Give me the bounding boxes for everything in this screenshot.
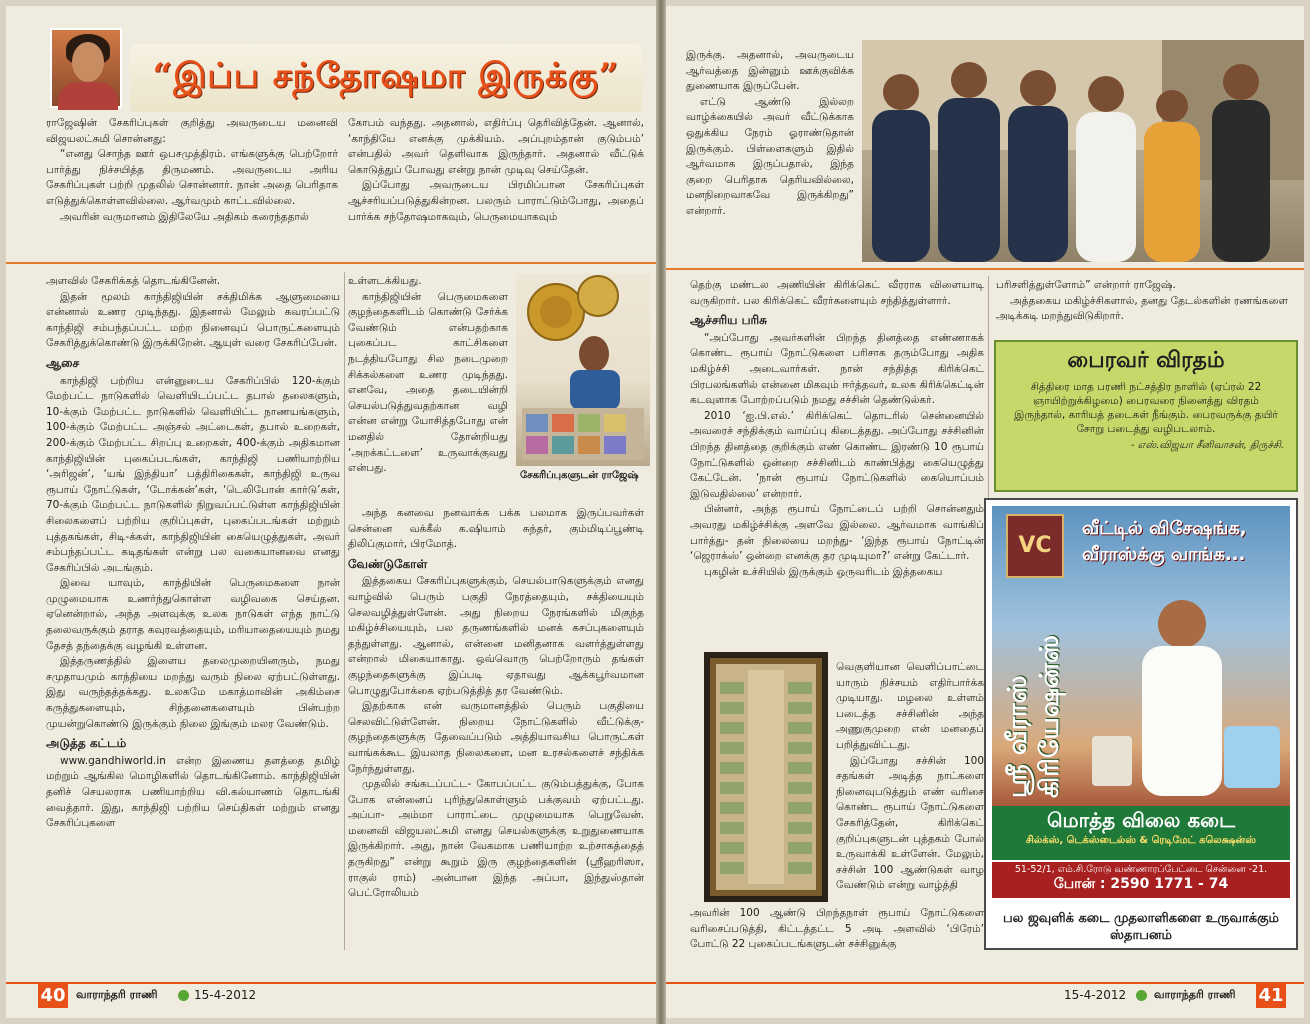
col4-para-2: அத்தகைய மகிழ்ச்சிகளால், தனது தேடல்களின் ரணங்களை அடிக்கடி மறந்துவிடுகிறார்.	[996, 294, 1288, 323]
col3-para-4: பின்னர், அந்த ரூபாய் நோட்டைப் பற்றி சொன்னதும் அவரது மகிழ்ச்சிக்கு அளவே இல்லை. ஆர்வமாக வாங்கிப் பார்த்து- தன் நிலையை மறந்து- ‘இந்த ரூபாய் நோட்டின் ‘ஜெராக்ஸ்’ ஒன்றை எனக்கு தர முடியுமா?’ என்று கேட்டார்.	[690, 503, 984, 563]
right-folio	[666, 982, 1304, 1010]
body-column-3-bottom	[690, 906, 984, 953]
shop-phone: போன் : 2590 1771 - 74	[1053, 876, 1229, 892]
body-column-2-top	[348, 274, 508, 477]
subheading-surprise: ஆச்சரிய பரிசு	[690, 313, 767, 328]
shop-address: 51-52/1, எம்.சி.ரோடு வண்ணாரப்பேட்டை சென்னை -21.	[1014, 864, 1268, 875]
shop-address-band	[992, 862, 1290, 898]
intro-para-1: ராஜேஷின் சேகரிப்புகள் குறித்து அவருடைய மனைவி விஜயலட்சுமி சொன்னது:	[46, 117, 338, 145]
bhairava-viratham-box	[994, 340, 1298, 492]
col1-para-1: அளவில் சேகரிக்கத் தொடங்கினேன்.	[46, 275, 221, 287]
framed-notes-art	[704, 652, 828, 902]
shop-tagline: பல ஜவுளிக் கடை முதலாளிகளை உருவாக்கும் ஸ்தாபனம்	[1002, 911, 1280, 943]
body-column-4	[996, 278, 1288, 325]
col2-para-3: அந்த கனவை நனவாக்க பக்க பலமாக இருப்பவர்கள் சென்னை வக்கீல் க.ஷியாம் சுந்தர், கும்மிடிப்பூண்டி திலிப்குமார், பிரமோத்.	[348, 507, 644, 551]
bhairava-title: பைரவர் விரதம்	[1067, 348, 1225, 373]
col3-para-6: வெகுளியான வெளிப்பாட்டை யாரும் நிச்சயம் எதிர்பார்க்க முடியாது. மழலை உள்ளம் படைத்த சச்சினின் அந்த அணுகுமுறை என் மனதைப் பறித்துவிட்டது.	[836, 661, 984, 751]
col1-para-4: இவை யாவும், காந்தியின் பெருமைகளை நான் முழுமையாக உணர்ந்துகொள்ள வழிவகை செய்தன. ஏனென்றால், அந்த அளவுக்கு உலக நாடுகள் எந்த நாட்டு தலைவருக்கும் தராத கவுரவத்தையும், மரியாதையையும் நமது தேசத் தந்தைக்கு வழங்கி உள்ளன.	[46, 577, 340, 652]
article-headline: “இப்ப சந்தோஷமா இருக்கு”	[152, 56, 620, 96]
left-folio	[6, 982, 656, 1010]
dot-icon-right	[1136, 990, 1147, 1001]
magazine-name-left: வாராந்தரி ராணி	[76, 988, 158, 1001]
section-divider-right	[666, 268, 1304, 270]
subheading-request: வேண்டுகோள்	[348, 556, 428, 571]
right-page	[666, 6, 1304, 1018]
group-photo	[862, 40, 1304, 262]
shop-logo: VC	[1006, 514, 1064, 578]
body-column-2-bottom	[348, 506, 644, 902]
group-photo-art	[862, 40, 1304, 262]
intro-para-3: அவரின் வருமானம் இதிலேயே அதிகம் கரைந்ததால்	[60, 210, 309, 223]
bhairava-body: சித்திரை மாத பரணி நட்சத்திர நாளில் (ஏப்ரல் 22 ஞாயிற்றுக்கிழமை) பைரவரை நினைத்து விரதம் இருந்தால், காரியத் தடைகள் நீங்கும். பைரவருக்கு தயிர் சோறு படைத்து வழிபடலாம்.	[1014, 381, 1278, 435]
author-portrait	[50, 28, 122, 108]
shop-headline: வீட்டில் விசேஷங்க, வீராஸ்க்கு வாங்க...	[1082, 518, 1247, 565]
issue-date-left: 15-4-2012	[194, 988, 257, 1002]
intro-para-2: “எனது சொந்த ஊர் ஒபசமுத்திரம். எங்களுக்கு பெற்றோர் பார்த்து நிச்சயித்த திருமணம். அவருடைய அரிய சேகரிப்புகள் பற்றி முதலில் சொன்னார். நான் அதை பெரிதாக எடுத்துக்கொள்ளவில்லை. ஆர்வமும் காட்டவில்லை.	[46, 148, 338, 207]
col4-para-1: பரிசளித்துள்ளோம்” என்றார் ராஜேஷ்.	[996, 279, 1176, 291]
col3-para-7: இப்போது சச்சின் 100 சதங்கள் அடித்த நாட்களை நினைவுபடுத்தும் எண் வரிசை கொண்ட ரூபாய் நோட்டுகளை சேகரித்தேன், கிரிக்கெட் குறிப்புகளுடன் புத்தகம் போல் உருவாக்கி உள்ளேன். மேலும், சச்சின் 100 ஆண்டுகள் வாழ வேண்டும் என்று வாழ்த்தி	[836, 754, 984, 892]
intro-column-1	[46, 116, 338, 225]
col1-para-5: இத்தருணத்தில் இளைய தலைமுறையினரும், நமது சமுதாயமும் காந்தியை மறந்து வரும் நிலை ஏற்பட்டுள்ளது. இது வருந்தத்தக்கது. உலகமே மகாத்மாவின் அகிம்சை கருத்துகளையும், சிந்தனைகளையும் பின்பற்ற முயன்றுகொண்டு இருக்கும் நிலை இங்கும் மலர வேண்டும்.	[46, 655, 340, 730]
page-number-right: 41	[1256, 984, 1286, 1008]
col2-para-5: இதற்காக என் வருமானத்தில் பெரும் பகுதியை செலவிட்டுள்ளேன். நிறைய நோட்டுகளில் வீட்டுக்கு-குழந்தைகளுக்கு தேவைப்படும் அத்தியாவசிய பொருட்கள் வாங்கக்கூட இயலாத நிலைகளை, மன உரசல்களைச் சந்திக்க நேர்ந்துள்ளது.	[348, 700, 644, 775]
issue-date-right: 15-4-2012	[1064, 988, 1127, 1002]
col2-para-1: உள்ளடக்கியது.	[348, 275, 422, 287]
top-column	[686, 48, 854, 220]
col3-para-3: 2010 ‘ஐ.பி.எல்.’ கிரிக்கெட் தொடரில் சென்னையில் அவரைச் சந்திக்கும் வாய்ப்பு கிடைத்தது. அப்போது சச்சினின் பிறந்த தினத்தை குறிக்கும் எண் கொண்ட இரண்டு 10 ரூபாய் நோட்டுகளில் ஒன்றை சச்சினிடம் காண்பித்து கையெழுத்து கேட்டேன். ‘நான் ரூபாய் நோட்டுகளில் கையொப்பம் இடுவதில்லை’ என்றார்.	[690, 409, 984, 500]
col1-para-2: இதன் மூலம் காந்திஜியின் சக்திமிக்க ஆளுமையை என்னால் உணர முடிந்தது. இதனால் மேலும் கவரப்பட்டு காந்திஜி சம்பந்தப்பட்ட மற்ற நினைவுப் பொருட்களையும் சேகரித்துக்கொண்டு இருக்கிறேன். ஆயுள் வரை சேகரிப்பேன்.	[46, 290, 340, 350]
shop-ad-artwork	[992, 506, 1290, 806]
shop-type: மொத்த விலை கடை	[1046, 808, 1235, 832]
left-page	[6, 6, 656, 1018]
top-para-1: இருக்கு. அதனால், அவருடைய ஆர்வத்தை இன்னும் ஊக்குவிக்க துணையாக இருப்பேன்.	[686, 49, 854, 93]
collector-photo-art	[516, 274, 650, 466]
col2-para-2: காந்திஜியின் பெருமைகளை குழந்தைகளிடம் கொண்டு சேர்க்க வேண்டும் என்பதற்காக புகைப்பட காட்சிகளை நடத்தியபோது சில நடைமுறை சிக்கல்களை உணர முடிந்தது. எனவே, அதை தடையின்றி செயல்படுத்துவதற்கான வழி என்ன என்று யோசித்தபோது என் மனதில் தோன்றியது ‘அறக்கட்டளை’ உருவாக்குவது என்பது.	[348, 290, 508, 475]
col3-para-2: “அப்போது அவர்களின் பிறந்த தினத்தை எண்ணாகக் கொண்ட ரூபாய் நோட்டுகளை பரிசாக தரும்போது அதிக மகிழ்ச்சி அடைவார்கள். நான் சந்தித்த கிரிக்கெட் பிரபலங்களில் என்னை மிகவும் ஈர்த்தவர், உலக கிரிக்கெட்டின் கடவுளாக போற்றப்படும் நமது சச்சின் தெண்டுல்கர்.	[690, 331, 984, 407]
section-divider	[6, 262, 656, 264]
body-column-1	[46, 274, 340, 832]
collector-photo	[516, 274, 650, 466]
intro2-para-1: கோபம் வந்தது. அதனால், எதிர்ப்பு தெரிவித்தேன். ஆனால், ‘காந்தியே எனக்கு முக்கியம். அப்புறம்தான் குடும்பம்’ என்பதில் அவர் தெளிவாக இருந்தார். அதனால் வீட்டுக் கொடுத்துப் போவது என்று நான் முடிவு செய்தேன்.	[348, 117, 644, 176]
shop-banner	[992, 806, 1290, 860]
framed-notes-photo	[704, 652, 828, 902]
subheading-aasai: ஆசை	[46, 355, 80, 370]
page-number-left: 40	[38, 984, 68, 1008]
shop-categories: சில்க்ஸ், டெக்ஸ்டைல்ஸ் & ரெடிமேட் கலெக்ஷன்ஸ்	[1026, 835, 1256, 846]
photo-caption: சேகரிப்புகளுடன் ராஜேஷ்	[520, 470, 639, 481]
body-column-3	[690, 278, 984, 580]
column-rule	[344, 272, 345, 950]
headline-banner	[130, 44, 642, 112]
shop-model-figure	[992, 506, 1290, 806]
col1-para-3: காந்திஜி பற்றிய என்னுடைய சேகரிப்பில் 120-க்கும் மேற்பட்ட நாடுகளில் வெளியிடப்பட்ட தபால் தலைகளும், 10-க்கும் மேற்பட்ட நாடுகளில் வெளியிட்ட நாணயங்களும், 100-க்கும் மேற்பட்ட அஞ்சல் அட்டைகள், தபால் உறைகள், 200-க்கும் மேற்பட்ட சிறப்பு உறைகள், 400-க்கும் அதிகமான காந்திஜியின் புகைப்படங்கள், காந்திஜி பணியாற்றிய ‘அரிஜன்’, ‘யங் இந்தியா’ பத்திரிகைகள், காந்திஜி உருவ ரூபாய் நோட்டுகள், ‘டோக்கன்’கள், ‘டெலிபோன் கார்டு’கள், 70-க்கும் மேற்பட்ட நாடுகளில் நிறுவப்பட்டுள்ள காந்திஜியின் சிலைகளைப் பற்றிய குறிப்புகள், புகைப்படங்கள் மற்றும் புத்தகங்கள், சிடி-க்கள், காந்திஜியின் கையெழுத்துகள், அவர் சம்பந்தப்பட்ட கடிதங்கள் என்று பல வகையானவை எனது சேகரிப்பில் அடங்கும்.	[46, 374, 340, 574]
dot-icon	[178, 990, 189, 1001]
magazine-name-right: வாராந்தரி ராணி	[1154, 988, 1236, 1001]
intro-column-2	[348, 116, 644, 225]
col2-para-4: இத்தகைய சேகரிப்புகளுக்கும், செயல்பாடுகளுக்கும் எனது வாழ்வில் பெரும் பகுதி நேரத்தையும், சக்தியையும் செலவழித்துள்ளேன். அது நிறைய நேரங்களில் மிகுந்த மகிழ்ச்சியையும், பல தருணங்களில் மனக் கசப்புகளையும் தந்துள்ளது. ஆனால், என்னை மனிதனாக வளர்த்துள்ளது என்றால் மிகையாகாது. ஒவ்வொரு பெற்றோரும் தங்கள் குழந்தைகளுக்கு இப்படி ஏதாவது ஆக்கபூர்வமான பொழுதுபோக்கை ஏற்படுத்தித் தர வேண்டும்.	[348, 575, 644, 697]
col1-para-6: www.gandhiworld.in என்ற இணைய தளத்தை தமிழ் மற்றும் ஆங்கில மொழிகளில் தொடங்கினோம். காந்திஜியின் தனிச் செயலராக பணியாற்றிய வி.கல்யாணம் தொடங்கி வைத்தார். இது, காந்திஜி பற்றிய செய்திகள் மற்றும் எனது சேகரிப்புகளை	[46, 754, 340, 830]
top-para-2: எட்டு ஆண்டு இல்லற வாழ்க்கையில் அவர் வீட்டுக்காக ஒதுக்கிய நேரம் ஓராண்டுதான் இருக்கும். பிள்ளைகளும் இதில் ஆர்வமாக இருப்பதால், இந்த குறை பெரிதாக தெரியவில்லை, மனநிறைவாகவே இருக்கிறது” என்றார்.	[686, 95, 854, 217]
veeras-shop-ad	[984, 498, 1298, 950]
col3-para-5: புகழின் உச்சியில் இருக்கும் ஒருவரிடம் இத்தகைய	[704, 565, 943, 578]
col3-para-1: தெற்கு மண்டல அணியின் கிரிக்கெட் வீரராக விளையாடி வருகிறார். பல கிரிக்கெட் வீரர்களையும் சந்தித்துள்ளார்.	[690, 279, 984, 307]
page-gutter	[656, 0, 666, 1024]
subheading-next-stage: அடுத்த கட்டம்	[46, 736, 127, 751]
bhairava-credit: - எஸ்.விஜயா சீனிவாசன், திருச்சி.	[1130, 440, 1284, 451]
body-column-3-narrow	[836, 660, 984, 894]
col3-para-8: அவரின் 100 ஆண்டு பிறந்தநாள் ரூபாய் நோட்டுகளை வரிசைப்படுத்தி, கிட்டத்தட்ட 5 அடி அளவில் ‘பிரேம்’ போட்டு 22 புகைப்படங்களுடன் சச்சினுக்கு	[690, 907, 984, 951]
intro2-para-2: இப்போது அவருடைய பிரமிப்பான சேகரிப்புகள் ஆச்சரியப்படுத்துகின்றன. பலரும் பாராட்டும்போது, அதைப் பார்க்க சந்தோஷமாகவும், பெருமையாகவும்	[348, 179, 644, 223]
shop-brand-vertical: ஸ்ரீ வீராஸ் கிரியேஷன்ஸ்	[1003, 634, 1065, 798]
col2-para-6: முதலில் சங்கடப்பட்ட- கோபப்பட்ட குடும்பத்துக்கு, போக போக என்னைப் புரிந்துகொள்ளும் பக்குவம் ஏற்பட்டது. அப்பா- அம்மா பாராட்டை முழுமையாக பெறுவேன். மனைவி விஜயலட்சுமி எனது செயல்களுக்கு உறுதுணையாக இருக்கிறார். அது, நான் வேகமாக பணியாற்ற உற்சாகத்தைத் தருகிறது” என்று கூறும் இரு குழந்தைகளின் (ஸ்ரீஹரிஸா, ராகுல் ராம்) அன்பான இந்த அப்பா, இந்துஸ்தான் பெட்ரோலியம்	[348, 778, 644, 900]
